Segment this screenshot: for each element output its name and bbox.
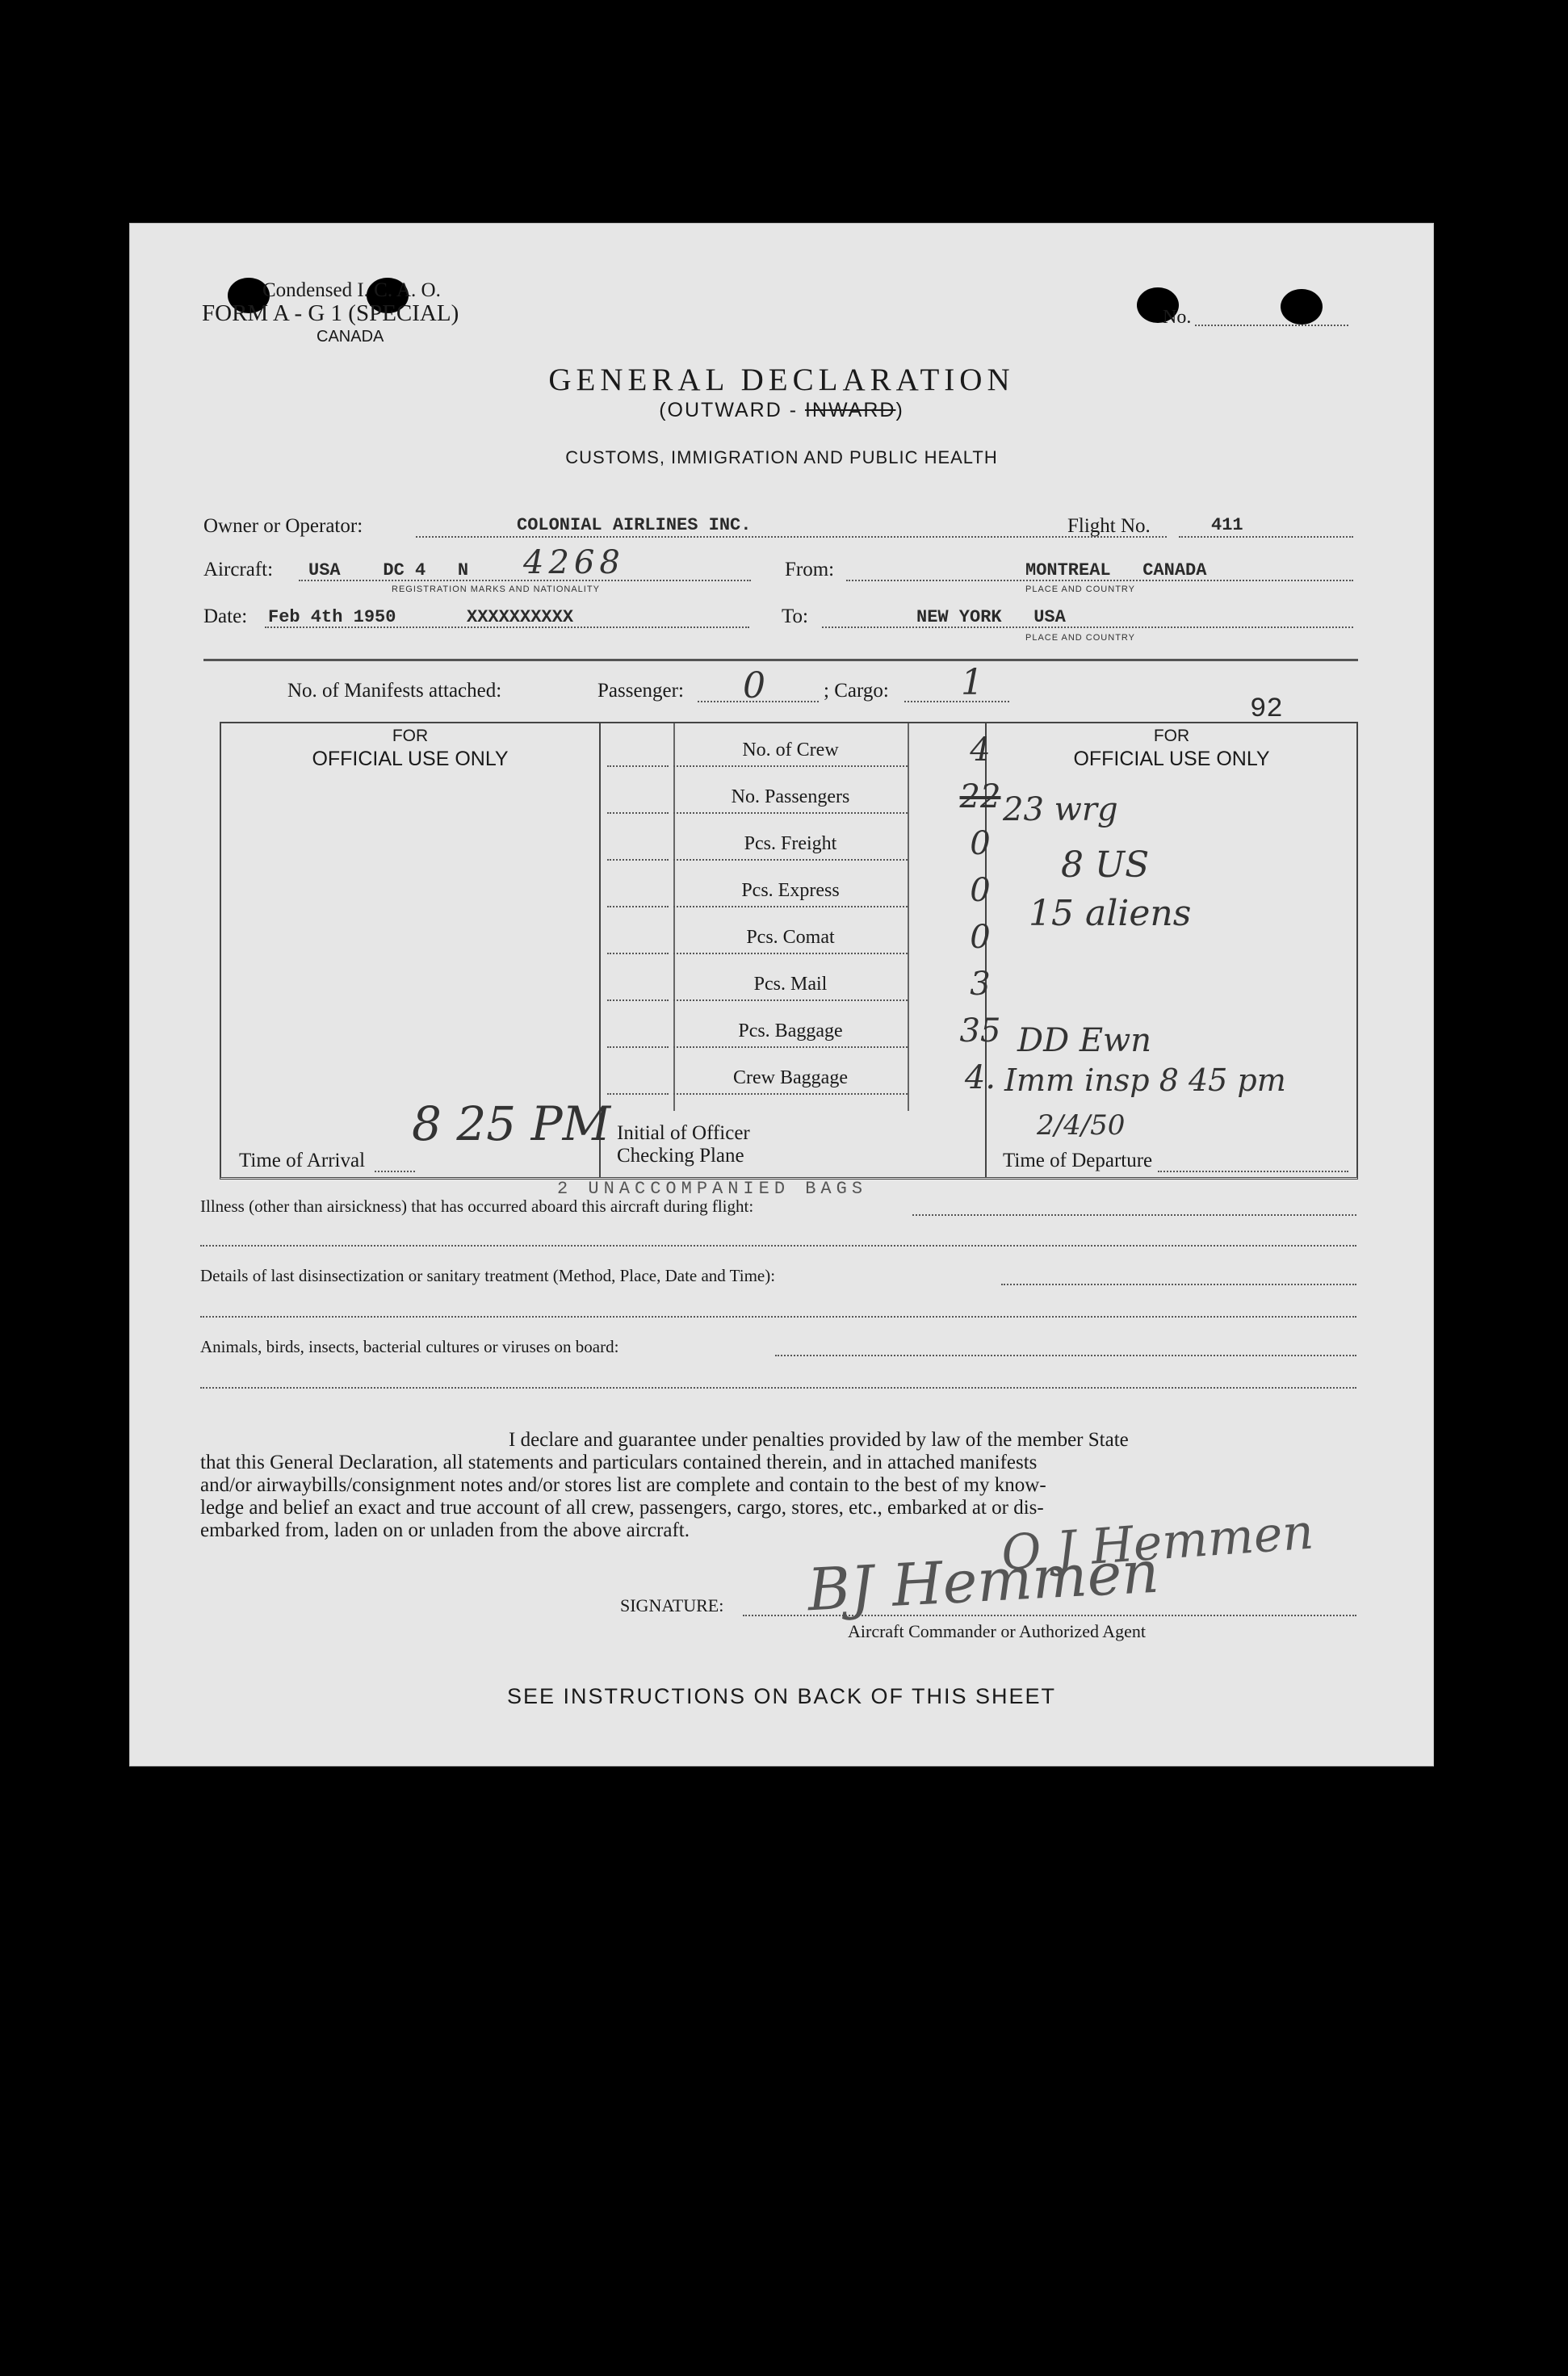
date-value: Feb 4th 1950 <box>268 607 396 627</box>
note-line-2: 8 US <box>1061 844 1150 886</box>
to-place-caption: PLACE AND COUNTRY <box>1025 633 1135 643</box>
declaration-line-5: embarked from, laden on or unladen from the above aircraft. <box>200 1519 690 1541</box>
to-line <box>822 626 1353 628</box>
from-value: MONTREAL CANADA <box>1025 560 1207 580</box>
cargo-value: 1 <box>961 662 983 703</box>
corner-number: 92 <box>1250 694 1283 725</box>
checking-plane-label: Checking Plane <box>617 1145 744 1167</box>
illness-line-2 <box>200 1245 1356 1247</box>
disinsectization-label: Details of last disinsectization or sanitary treatment (Method, Place, Date and Time): <box>200 1266 776 1285</box>
cargo-line <box>904 701 1009 702</box>
left-for: FOR <box>392 727 429 745</box>
initial-officer-label: Initial of Officer <box>617 1122 750 1144</box>
declaration-line-4: ledge and belief an exact and true account of all crew, passengers, cargo, stores, etc., embarked at or dis- <box>200 1497 1044 1519</box>
animals-label: Animals, birds, insects, bacterial cultures or viruses on board: <box>200 1337 619 1356</box>
count-row-freight: Pcs. Freight 0 <box>601 817 985 864</box>
time-arrival-line <box>375 1171 415 1172</box>
declaration-line-3: and/or airwaybills/consignment notes and/or stores list are complete and contain to the best of my know- <box>200 1474 1046 1496</box>
time-departure-label: Time of Departure <box>1003 1150 1153 1171</box>
note-line-1: 23 wrg <box>1003 791 1118 828</box>
signature-label: SIGNATURE: <box>620 1595 724 1615</box>
right-for: FOR <box>1153 727 1190 745</box>
from-label: From: <box>785 559 835 580</box>
registration-caption: REGISTRATION MARKS AND NATIONALITY <box>392 585 600 594</box>
department-line: CUSTOMS, IMMIGRATION AND PUBLIC HEALTH <box>565 447 998 467</box>
form-line-1: Condensed I. C. A. O. <box>262 279 441 301</box>
counts-block <box>601 723 1001 1111</box>
time-departure-line <box>1158 1171 1348 1172</box>
owner-label: Owner or Operator: <box>203 515 363 537</box>
right-official-use: OFFICIAL USE ONLY <box>1073 748 1270 770</box>
cargo-label: ; Cargo: <box>824 680 889 702</box>
disinsectization-line-2 <box>200 1316 1356 1318</box>
date-label: Date: <box>203 606 248 627</box>
signature-caption: Aircraft Commander or Authorized Agent <box>848 1621 1147 1641</box>
form-country: CANADA <box>317 328 384 346</box>
declaration-line-1: I declare and guarantee under penalties provided by law of the member State <box>509 1429 1129 1451</box>
count-row-baggage: Pcs. Baggage 35 <box>601 1004 985 1051</box>
manifests-label: No. of Manifests attached: <box>287 680 502 702</box>
form-line-2: FORM A - G 1 (SPECIAL) <box>202 300 459 326</box>
punch-hole <box>1281 289 1323 325</box>
passenger-label: Passenger: <box>597 680 684 702</box>
left-official-use: OFFICIAL USE ONLY <box>312 748 509 770</box>
animals-line-2 <box>200 1387 1356 1389</box>
illness-line <box>912 1214 1356 1216</box>
time-arrival-label: Time of Arrival <box>239 1150 366 1171</box>
to-value: NEW YORK USA <box>916 607 1066 627</box>
count-row-crew-baggage: Crew Baggage 4. <box>601 1051 985 1098</box>
flight-label: Flight No. <box>1067 515 1151 537</box>
flight-value: 411 <box>1211 515 1243 535</box>
note-line-3: 15 aliens <box>1029 893 1192 934</box>
owner-value: COLONIAL AIRLINES INC. <box>517 515 752 535</box>
page-title: GENERAL DECLARATION <box>548 362 1015 397</box>
separator-line <box>203 659 1358 661</box>
count-row-express: Pcs. Express 0 <box>601 864 985 911</box>
count-row-passengers: No. Passengers 22 <box>601 770 985 817</box>
subtitle-close: ) <box>895 399 904 421</box>
back-instructions: SEE INSTRUCTIONS ON BACK OF THIS SHEET <box>506 1684 1057 1708</box>
to-label: To: <box>782 606 808 627</box>
note-line-4: DD Ewn <box>1017 1022 1152 1059</box>
flight-line <box>1179 536 1353 538</box>
no-line <box>1195 325 1348 326</box>
date-struck: XXXXXXXXXX <box>467 607 574 627</box>
illness-label: Illness (other than airsickness) that has occurred aboard this aircraft during flight: <box>200 1196 754 1216</box>
signature-handwritten-1: BJ Hemmen <box>806 1537 1161 1624</box>
owner-line <box>416 536 1167 538</box>
note-line-6: 2/4/50 <box>1037 1109 1126 1142</box>
count-row-crew: No. of Crew 4 <box>601 723 985 770</box>
aircraft-number-handwritten: 4268 <box>523 544 625 581</box>
subtitle-outward: (OUTWARD - <box>659 399 805 421</box>
declaration-form-sheet <box>129 223 1434 1766</box>
aircraft-value: USA DC 4 N <box>308 560 469 580</box>
signature-handwritten-2: O J Hemmen <box>1000 1503 1316 1582</box>
subtitle-inward-struck: INWARD <box>804 399 896 421</box>
disinsectization-line <box>1001 1284 1356 1285</box>
page-subtitle <box>129 399 1434 422</box>
animals-line <box>775 1355 1356 1356</box>
time-arrival-value: 8 25 PM <box>412 1096 610 1151</box>
count-row-mail: Pcs. Mail 3 <box>601 958 985 1004</box>
aircraft-label: Aircraft: <box>203 559 274 580</box>
unaccompanied-bags-note: 2 UNACCOMPANIED BAGS <box>557 1179 868 1199</box>
no-label: No. <box>1163 307 1192 328</box>
manifest-table <box>220 722 1358 1180</box>
passenger-value: 0 <box>743 665 765 706</box>
declaration-line-2: that this General Declaration, all statements and particulars contained therein, and in attached manifests <box>200 1452 1038 1473</box>
note-line-5: Imm insp 8 45 pm <box>1004 1062 1286 1098</box>
count-row-comat: Pcs. Comat 0 <box>601 911 985 958</box>
from-place-caption: PLACE AND COUNTRY <box>1025 585 1135 594</box>
